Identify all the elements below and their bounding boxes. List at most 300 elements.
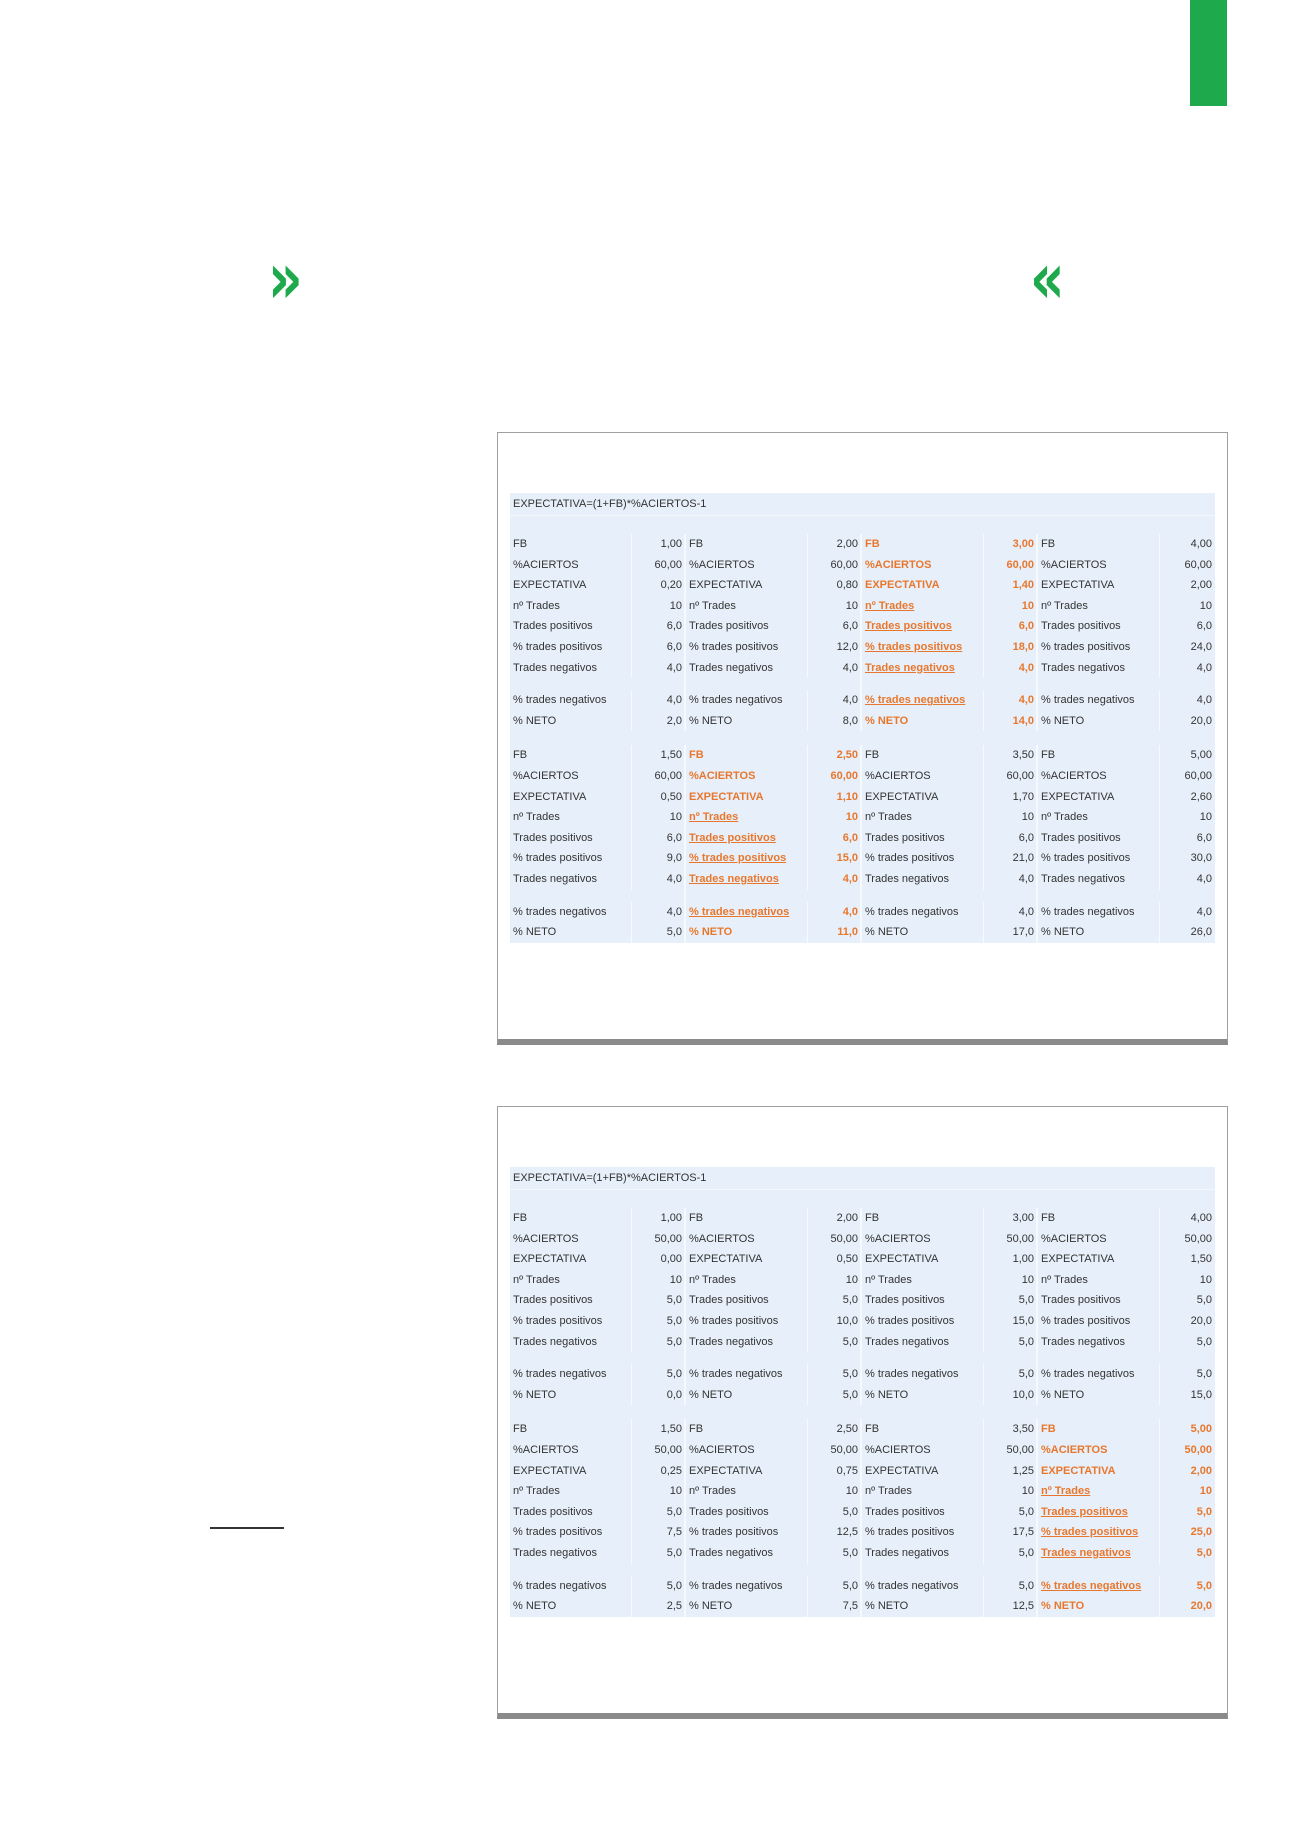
row-value: 60,00 bbox=[830, 558, 858, 571]
table-row bbox=[686, 1385, 860, 1406]
row-label: Trades positivos bbox=[686, 828, 808, 849]
row-label: % NETO bbox=[862, 711, 984, 732]
row-value: 10 bbox=[1199, 1485, 1212, 1498]
row-label: nº Trades bbox=[1038, 1270, 1160, 1291]
row-value: 2,0 bbox=[666, 714, 682, 727]
row-label: % trades positivos bbox=[862, 848, 984, 869]
row-label: %ACIERTOS bbox=[686, 555, 808, 576]
row-value: 4,0 bbox=[1196, 872, 1212, 885]
table-row bbox=[510, 596, 684, 617]
row-value: 21,0 bbox=[1012, 852, 1034, 865]
scenario-block bbox=[686, 1208, 862, 1405]
table-row bbox=[510, 616, 684, 637]
row-label: Trades positivos bbox=[1038, 1290, 1160, 1311]
row-label: %ACIERTOS bbox=[1038, 1229, 1160, 1250]
row-label: % NETO bbox=[1038, 922, 1160, 943]
row-value: 4,0 bbox=[666, 694, 682, 707]
row-value: 18,0 bbox=[1012, 640, 1034, 653]
row-label: % trades positivos bbox=[686, 848, 808, 869]
table-row bbox=[510, 1364, 684, 1385]
table-row bbox=[1038, 1596, 1214, 1617]
row-value: 6,0 bbox=[666, 640, 682, 653]
table-row bbox=[1038, 534, 1214, 555]
row-label: Trades positivos bbox=[862, 1502, 984, 1523]
scenario-block bbox=[1038, 1208, 1214, 1405]
row-value: 10 bbox=[845, 1485, 858, 1498]
row-value: 5,0 bbox=[1196, 1335, 1212, 1348]
table-row bbox=[510, 1543, 684, 1564]
row-label: % NETO bbox=[862, 1596, 984, 1617]
row-label: EXPECTATIVA bbox=[510, 1461, 632, 1482]
table-row bbox=[686, 902, 860, 923]
row-value: 5,0 bbox=[666, 1335, 682, 1348]
row-value: 4,0 bbox=[1018, 661, 1034, 674]
row-value: 0,20 bbox=[660, 579, 682, 592]
table-row bbox=[1038, 555, 1214, 576]
row-label: EXPECTATIVA bbox=[1038, 1249, 1160, 1270]
row-label: FB bbox=[1038, 1419, 1160, 1440]
table-row bbox=[510, 1208, 684, 1229]
table-row bbox=[862, 1311, 1036, 1332]
row-value: 5,0 bbox=[1196, 1294, 1212, 1307]
row-value: 50,00 bbox=[1184, 1443, 1212, 1456]
table-row bbox=[510, 828, 684, 849]
row-label: Trades negativos bbox=[686, 658, 808, 679]
row-value: 5,0 bbox=[1196, 1505, 1212, 1518]
row-label: %ACIERTOS bbox=[1038, 1440, 1160, 1461]
table-row bbox=[862, 1576, 1036, 1597]
table-row bbox=[686, 658, 860, 679]
row-value: 60,00 bbox=[1184, 769, 1212, 782]
scenario-block bbox=[1038, 534, 1214, 731]
row-value: 0,25 bbox=[660, 1464, 682, 1477]
row-label: FB bbox=[862, 745, 984, 766]
row-value: 10 bbox=[1021, 599, 1034, 612]
table-row bbox=[862, 616, 1036, 637]
table-row bbox=[510, 745, 684, 766]
table-row bbox=[862, 1229, 1036, 1250]
scenario-block bbox=[510, 1419, 686, 1616]
table-row bbox=[862, 575, 1036, 596]
row-label: EXPECTATIVA bbox=[510, 575, 632, 596]
row-value: 60,00 bbox=[830, 769, 858, 782]
section-tab-marker bbox=[1190, 0, 1227, 106]
row-value: 0,00 bbox=[660, 1253, 682, 1266]
table-row bbox=[862, 1208, 1036, 1229]
row-value: 10 bbox=[669, 599, 682, 612]
row-label: % NETO bbox=[686, 1596, 808, 1617]
table-row bbox=[510, 658, 684, 679]
row-label: Trades positivos bbox=[686, 616, 808, 637]
row-value: 5,0 bbox=[666, 926, 682, 939]
row-value: 7,5 bbox=[666, 1526, 682, 1539]
table-row bbox=[686, 1270, 860, 1291]
table-row bbox=[510, 637, 684, 658]
table-row bbox=[862, 787, 1036, 808]
table-row bbox=[686, 1502, 860, 1523]
row-label: % trades positivos bbox=[1038, 637, 1160, 658]
row-value: 0,50 bbox=[660, 790, 682, 803]
row-label: %ACIERTOS bbox=[510, 1440, 632, 1461]
table-row bbox=[862, 637, 1036, 658]
row-label: nº Trades bbox=[1038, 596, 1160, 617]
row-label: % trades negativos bbox=[510, 902, 632, 923]
row-value: 10 bbox=[845, 1273, 858, 1286]
table-row bbox=[686, 869, 860, 890]
row-value: 10 bbox=[1199, 1273, 1212, 1286]
row-value: 0,0 bbox=[666, 1388, 682, 1401]
row-label: FB bbox=[862, 534, 984, 555]
row-label: % NETO bbox=[1038, 1385, 1160, 1406]
row-label: % trades positivos bbox=[862, 1311, 984, 1332]
row-label: Trades positivos bbox=[1038, 1502, 1160, 1523]
spacer-row bbox=[510, 731, 1215, 745]
table-row bbox=[510, 1596, 684, 1617]
table-row bbox=[1038, 1332, 1214, 1353]
row-label: % trades positivos bbox=[510, 1311, 632, 1332]
table-row bbox=[510, 690, 684, 711]
table-row bbox=[686, 1364, 860, 1385]
row-label: % NETO bbox=[510, 1596, 632, 1617]
row-label: nº Trades bbox=[1038, 1481, 1160, 1502]
row-label: %ACIERTOS bbox=[510, 555, 632, 576]
row-label: % trades positivos bbox=[1038, 848, 1160, 869]
table-row bbox=[862, 1461, 1036, 1482]
table-row bbox=[1038, 711, 1214, 732]
row-label: % trades negativos bbox=[686, 690, 808, 711]
row-label: EXPECTATIVA bbox=[862, 1461, 984, 1482]
table-row bbox=[862, 690, 1036, 711]
row-value: 60,00 bbox=[1184, 558, 1212, 571]
row-label: Trades negativos bbox=[686, 1332, 808, 1353]
row-label: Trades negativos bbox=[862, 869, 984, 890]
table-row bbox=[862, 1270, 1036, 1291]
table-row bbox=[862, 658, 1036, 679]
row-label: Trades negativos bbox=[510, 658, 632, 679]
row-value: 20,0 bbox=[1190, 1600, 1212, 1613]
row-value: 1,40 bbox=[1012, 579, 1034, 592]
table-row bbox=[1038, 1481, 1214, 1502]
row-value: 5,0 bbox=[666, 1368, 682, 1381]
row-value: 4,0 bbox=[1018, 905, 1034, 918]
table-row bbox=[510, 869, 684, 890]
row-value: 2,60 bbox=[1190, 790, 1212, 803]
row-value: 50,00 bbox=[1006, 1443, 1034, 1456]
row-value: 4,00 bbox=[1190, 538, 1212, 550]
row-label: % trades negativos bbox=[862, 690, 984, 711]
row-label: % trades negativos bbox=[686, 902, 808, 923]
row-label: EXPECTATIVA bbox=[862, 575, 984, 596]
row-label: Trades negativos bbox=[862, 658, 984, 679]
row-label: %ACIERTOS bbox=[686, 1440, 808, 1461]
row-value: 5,0 bbox=[842, 1368, 858, 1381]
table-row bbox=[1038, 1290, 1214, 1311]
row-label: %ACIERTOS bbox=[862, 1440, 984, 1461]
table-row bbox=[686, 1419, 860, 1440]
table-row bbox=[686, 1229, 860, 1250]
table-row bbox=[862, 1502, 1036, 1523]
row-label: FB bbox=[1038, 534, 1160, 555]
table-row bbox=[862, 1481, 1036, 1502]
table-row bbox=[862, 922, 1036, 943]
row-value: 1,00 bbox=[660, 538, 682, 550]
row-label: nº Trades bbox=[686, 1270, 808, 1291]
row-value: 4,0 bbox=[842, 905, 858, 918]
row-label: % trades negativos bbox=[1038, 1364, 1160, 1385]
row-label: EXPECTATIVA bbox=[686, 787, 808, 808]
row-value: 10,0 bbox=[1012, 1388, 1034, 1401]
row-label: % NETO bbox=[862, 922, 984, 943]
row-value: 1,50 bbox=[1190, 1253, 1212, 1266]
table-row bbox=[862, 807, 1036, 828]
row-label: % trades positivos bbox=[862, 1522, 984, 1543]
row-label: % trades negativos bbox=[686, 1364, 808, 1385]
row-label: Trades positivos bbox=[862, 1290, 984, 1311]
row-value: 6,0 bbox=[1196, 831, 1212, 844]
table-row bbox=[862, 1332, 1036, 1353]
row-label: % trades negativos bbox=[510, 690, 632, 711]
row-value: 2,00 bbox=[1190, 1464, 1212, 1477]
table-row bbox=[1038, 1461, 1214, 1482]
table-row bbox=[1038, 596, 1214, 617]
row-value: 5,0 bbox=[1018, 1546, 1034, 1559]
row-label: % trades positivos bbox=[510, 1522, 632, 1543]
row-value: 12,5 bbox=[1012, 1600, 1034, 1613]
table-row bbox=[1038, 658, 1214, 679]
row-value: 60,00 bbox=[1006, 769, 1034, 782]
row-label: EXPECTATIVA bbox=[1038, 1461, 1160, 1482]
table-row bbox=[510, 711, 684, 732]
row-value: 50,00 bbox=[830, 1232, 858, 1245]
table-row bbox=[1038, 1208, 1214, 1229]
row-label: %ACIERTOS bbox=[510, 1229, 632, 1250]
row-value: 2,50 bbox=[836, 749, 858, 762]
row-label: nº Trades bbox=[510, 807, 632, 828]
row-value: 5,0 bbox=[842, 1505, 858, 1518]
formula-text: EXPECTATIVA=(1+FB)*%ACIERTOS-1 bbox=[510, 1167, 1215, 1190]
row-value: 4,0 bbox=[842, 661, 858, 674]
table-row bbox=[686, 848, 860, 869]
row-label: % trades negativos bbox=[686, 1576, 808, 1597]
table-row bbox=[686, 828, 860, 849]
row-value: 10 bbox=[669, 1485, 682, 1498]
row-value: 5,0 bbox=[1018, 1335, 1034, 1348]
row-value: 6,0 bbox=[1196, 620, 1212, 633]
row-value: 9,0 bbox=[666, 852, 682, 865]
row-label: % NETO bbox=[686, 711, 808, 732]
row-label: % trades positivos bbox=[510, 848, 632, 869]
table-row bbox=[510, 1481, 684, 1502]
row-label: nº Trades bbox=[510, 1481, 632, 1502]
row-label: EXPECTATIVA bbox=[686, 1461, 808, 1482]
table-row bbox=[862, 596, 1036, 617]
row-value: 2,00 bbox=[1190, 579, 1212, 592]
row-value: 5,0 bbox=[666, 1579, 682, 1592]
table-row bbox=[1038, 807, 1214, 828]
row-value: 30,0 bbox=[1190, 852, 1212, 865]
row-label: Trades positivos bbox=[862, 616, 984, 637]
row-value: 50,00 bbox=[830, 1443, 858, 1456]
row-value: 6,0 bbox=[666, 620, 682, 633]
row-label: Trades negativos bbox=[1038, 1332, 1160, 1353]
row-value: 10 bbox=[669, 811, 682, 824]
table-row bbox=[686, 575, 860, 596]
row-value: 10 bbox=[1021, 1485, 1034, 1498]
scenario-block bbox=[1038, 1419, 1214, 1616]
table-row bbox=[686, 1332, 860, 1353]
table-row bbox=[862, 711, 1036, 732]
row-value: 0,50 bbox=[836, 1253, 858, 1266]
row-value: 2,5 bbox=[666, 1600, 682, 1613]
row-value: 50,00 bbox=[654, 1443, 682, 1456]
table-row bbox=[686, 766, 860, 787]
table-row bbox=[686, 555, 860, 576]
table-row bbox=[510, 1270, 684, 1291]
row-label: nº Trades bbox=[686, 1481, 808, 1502]
row-value: 10 bbox=[845, 599, 858, 612]
row-value: 10 bbox=[1021, 1273, 1034, 1286]
row-value: 26,0 bbox=[1190, 926, 1212, 939]
row-value: 4,0 bbox=[1018, 694, 1034, 707]
table-row bbox=[1038, 1522, 1214, 1543]
table-row bbox=[1038, 922, 1214, 943]
table-row bbox=[862, 1364, 1036, 1385]
table-row bbox=[686, 1290, 860, 1311]
formula-text: EXPECTATIVA=(1+FB)*%ACIERTOS-1 bbox=[510, 493, 1215, 516]
row-value: 3,50 bbox=[1012, 749, 1034, 762]
scenario-block bbox=[686, 1419, 862, 1616]
row-value: 25,0 bbox=[1190, 1526, 1212, 1539]
row-value: 1,25 bbox=[1012, 1464, 1034, 1477]
row-value: 5,0 bbox=[842, 1388, 858, 1401]
row-label: FB bbox=[1038, 745, 1160, 766]
table-row bbox=[1038, 1440, 1214, 1461]
table-row bbox=[862, 555, 1036, 576]
row-value: 4,0 bbox=[666, 661, 682, 674]
row-label: %ACIERTOS bbox=[1038, 555, 1160, 576]
row-label: % trades positivos bbox=[686, 1311, 808, 1332]
row-value: 0,75 bbox=[836, 1464, 858, 1477]
table-row bbox=[686, 1311, 860, 1332]
table-frame-1 bbox=[497, 432, 1228, 1045]
close-quote-icon: « bbox=[1029, 236, 1065, 320]
row-label: Trades positivos bbox=[510, 1502, 632, 1523]
row-label: Trades positivos bbox=[686, 1502, 808, 1523]
row-label: Trades negativos bbox=[862, 1543, 984, 1564]
row-value: 3,50 bbox=[1012, 1423, 1034, 1436]
table-row bbox=[1038, 787, 1214, 808]
row-value: 1,10 bbox=[836, 790, 858, 803]
table-row bbox=[1038, 1543, 1214, 1564]
row-label: Trades negativos bbox=[510, 1332, 632, 1353]
row-value: 10 bbox=[1199, 811, 1212, 824]
row-label: %ACIERTOS bbox=[862, 1229, 984, 1250]
row-value: 5,0 bbox=[1018, 1294, 1034, 1307]
table-row bbox=[862, 534, 1036, 555]
row-label: % trades positivos bbox=[862, 637, 984, 658]
row-label: nº Trades bbox=[862, 1481, 984, 1502]
block-row bbox=[510, 534, 1215, 731]
scenario-block bbox=[1038, 745, 1214, 942]
row-value: 10 bbox=[1199, 599, 1212, 612]
row-label: Trades positivos bbox=[510, 616, 632, 637]
row-value: 11,0 bbox=[837, 926, 858, 939]
row-label: % trades negativos bbox=[510, 1576, 632, 1597]
table-row bbox=[862, 869, 1036, 890]
row-label: FB bbox=[510, 1419, 632, 1440]
table-row bbox=[686, 1208, 860, 1229]
table-row bbox=[510, 848, 684, 869]
row-label: EXPECTATIVA bbox=[862, 787, 984, 808]
row-value: 10 bbox=[1021, 811, 1034, 824]
row-label: % trades positivos bbox=[686, 637, 808, 658]
row-value: 4,0 bbox=[1196, 905, 1212, 918]
row-value: 14,0 bbox=[1012, 714, 1034, 727]
row-value: 7,5 bbox=[842, 1600, 858, 1613]
row-value: 8,0 bbox=[842, 714, 858, 727]
row-label: Trades positivos bbox=[510, 1290, 632, 1311]
row-label: Trades positivos bbox=[1038, 616, 1160, 637]
row-value: 15,0 bbox=[836, 852, 858, 865]
row-value: 2,00 bbox=[836, 538, 858, 550]
spacer-row bbox=[510, 1405, 1215, 1419]
row-value: 5,00 bbox=[1190, 1423, 1212, 1436]
row-label: %ACIERTOS bbox=[862, 555, 984, 576]
row-label: %ACIERTOS bbox=[862, 766, 984, 787]
row-label: % NETO bbox=[1038, 1596, 1160, 1617]
table-row bbox=[510, 1576, 684, 1597]
row-label: Trades positivos bbox=[862, 828, 984, 849]
scenario-block bbox=[862, 1419, 1038, 1616]
table-row bbox=[510, 922, 684, 943]
table-row bbox=[510, 1522, 684, 1543]
row-label: EXPECTATIVA bbox=[510, 1249, 632, 1270]
table-row bbox=[862, 766, 1036, 787]
table-row bbox=[686, 616, 860, 637]
scenario-block bbox=[510, 534, 686, 731]
table-row bbox=[1038, 616, 1214, 637]
row-value: 5,0 bbox=[842, 1335, 858, 1348]
row-label: Trades negativos bbox=[686, 1543, 808, 1564]
row-label: FB bbox=[862, 1419, 984, 1440]
table-row bbox=[1038, 766, 1214, 787]
table-row bbox=[686, 745, 860, 766]
row-value: 6,0 bbox=[1018, 831, 1034, 844]
scenario-block bbox=[686, 534, 862, 731]
row-value: 60,00 bbox=[1006, 558, 1034, 571]
block-row bbox=[510, 1208, 1215, 1405]
table-row bbox=[686, 1596, 860, 1617]
row-value: 1,70 bbox=[1012, 790, 1034, 803]
scenario-block bbox=[510, 745, 686, 942]
table-row bbox=[862, 1440, 1036, 1461]
row-value: 5,0 bbox=[842, 1579, 858, 1592]
row-label: FB bbox=[686, 534, 808, 555]
row-label: EXPECTATIVA bbox=[1038, 787, 1160, 808]
row-label: nº Trades bbox=[862, 1270, 984, 1291]
row-value: 6,0 bbox=[666, 831, 682, 844]
footnote-rule bbox=[210, 1527, 284, 1529]
table-row bbox=[686, 1481, 860, 1502]
row-value: 5,0 bbox=[1196, 1546, 1212, 1559]
table-row bbox=[862, 828, 1036, 849]
row-value: 1,00 bbox=[660, 1212, 682, 1224]
row-label: Trades positivos bbox=[510, 828, 632, 849]
table-row bbox=[862, 1385, 1036, 1406]
spacer-row bbox=[510, 1190, 1215, 1208]
row-label: % trades positivos bbox=[1038, 1311, 1160, 1332]
row-value: 5,0 bbox=[1018, 1505, 1034, 1518]
